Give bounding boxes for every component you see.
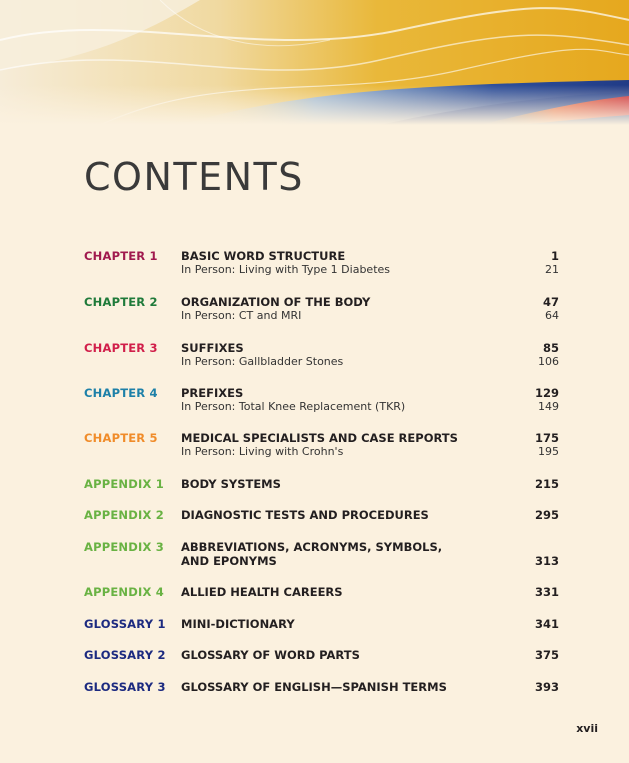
toc-entry-feature-page: 21 xyxy=(545,263,559,276)
toc-entry-page: 313 xyxy=(534,554,559,568)
toc-entry-label: CHAPTER 1 xyxy=(84,249,158,263)
toc-entry-title: ALLIED HEALTH CAREERS xyxy=(181,585,343,599)
toc-entry-title: MINI-DICTIONARY xyxy=(181,617,295,631)
toc-entry-label: GLOSSARY 2 xyxy=(84,648,166,662)
toc-entry-page: 375 xyxy=(534,648,559,662)
toc-entry-page: 341 xyxy=(534,617,559,631)
page-title: CONTENTS xyxy=(84,155,304,199)
toc-entry-feature: In Person: Living with Type 1 Diabetes xyxy=(181,263,390,276)
decorative-header-banner xyxy=(0,0,629,125)
toc-entry-label: APPENDIX 1 xyxy=(84,477,164,491)
toc-entry-title: ABBREVIATIONS, ACRONYMS, SYMBOLS, xyxy=(181,540,443,554)
toc-entry-label: GLOSSARY 1 xyxy=(84,617,166,631)
toc-entry-label: APPENDIX 2 xyxy=(84,508,164,522)
toc-entry-feature-page: 149 xyxy=(538,400,559,413)
toc-entry-label: APPENDIX 4 xyxy=(84,585,164,599)
toc-entry-title: BODY SYSTEMS xyxy=(181,477,281,491)
toc-entry-label: APPENDIX 3 xyxy=(84,540,164,554)
toc-entry-page: 331 xyxy=(534,585,559,599)
toc-entry-feature-page: 195 xyxy=(538,445,559,458)
toc-entry-label: CHAPTER 2 xyxy=(84,295,158,309)
toc-entry-title: GLOSSARY OF ENGLISH—SPANISH TERMS xyxy=(181,680,447,694)
toc-entry-title: SUFFIXES xyxy=(181,341,244,355)
toc-entry-title: PREFIXES xyxy=(181,386,244,400)
toc-entry-title: ORGANIZATION OF THE BODY xyxy=(181,295,371,309)
toc-entry-label: GLOSSARY 3 xyxy=(84,680,166,694)
toc-entry-feature: In Person: Living with Crohn's xyxy=(181,445,344,458)
toc-entry-label: CHAPTER 5 xyxy=(84,431,158,445)
toc-entry-title: GLOSSARY OF WORD PARTS xyxy=(181,648,360,662)
toc-entry-title-continued: AND EPONYMS xyxy=(181,554,277,568)
toc-entry-title: DIAGNOSTIC TESTS AND PROCEDURES xyxy=(181,508,429,522)
toc-entry-page: 295 xyxy=(534,508,559,522)
toc-entry-page: 129 xyxy=(534,386,559,400)
toc-entry-label: CHAPTER 4 xyxy=(84,386,158,400)
toc-entry-page: 215 xyxy=(534,477,559,491)
toc-entry-page: 1 xyxy=(550,249,559,263)
toc-entry-feature: In Person: Total Knee Replacement (TKR) xyxy=(181,400,406,413)
toc-entry-feature: In Person: CT and MRI xyxy=(181,309,302,322)
toc-entry-label: CHAPTER 3 xyxy=(84,341,158,355)
toc-entry-feature-page: 106 xyxy=(538,355,559,368)
toc-entry-page: 393 xyxy=(534,680,559,694)
toc-entry-feature-page: 64 xyxy=(545,309,559,322)
toc-entry-title: BASIC WORD STRUCTURE xyxy=(181,249,346,263)
toc-entry-page: 85 xyxy=(542,341,559,355)
toc-entry-title: MEDICAL SPECIALISTS AND CASE REPORTS xyxy=(181,431,458,445)
toc-entry-feature: In Person: Gallbladder Stones xyxy=(181,355,344,368)
toc-entry-page: 175 xyxy=(534,431,559,445)
page-number: xvii xyxy=(576,722,598,735)
toc-entry-page: 47 xyxy=(542,295,559,309)
